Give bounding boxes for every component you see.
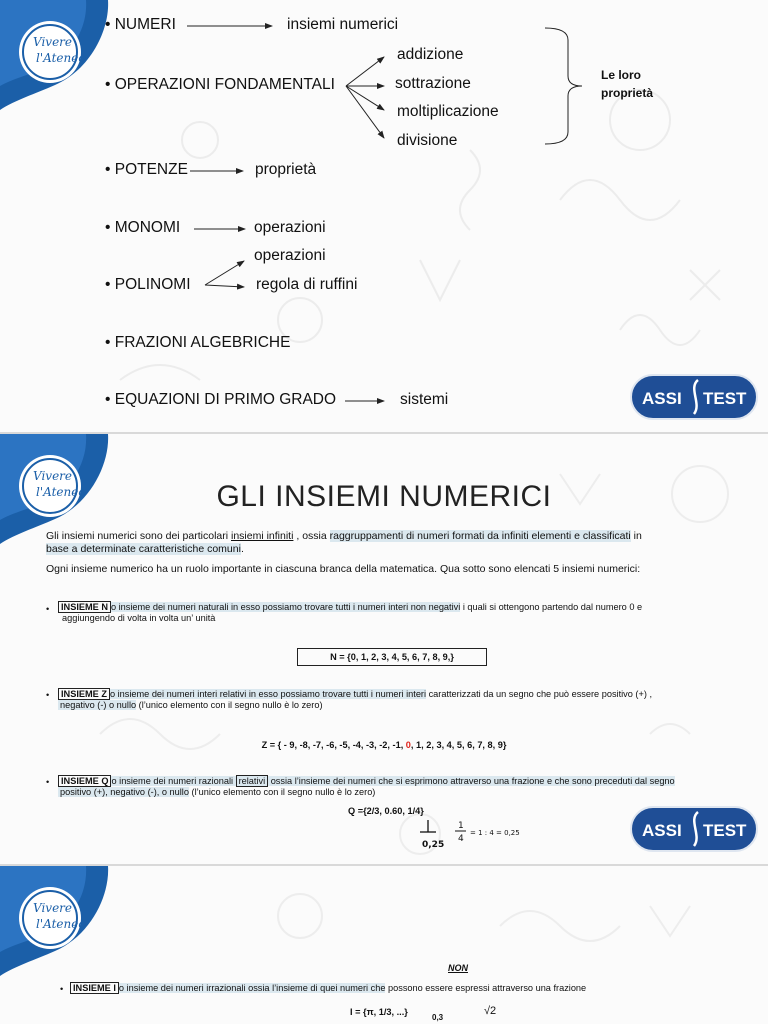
assistest-logo <box>630 374 758 427</box>
bullet: • <box>46 690 50 700</box>
q-highlight: ossia l’insieme dei numeri che si esprimono attraverso una frazione e che sono preceduti dal segno <box>268 776 675 786</box>
intro-highlight: raggruppamenti di numeri formati da infiniti elementi e classificati <box>329 530 631 542</box>
handwritten-note <box>400 814 570 864</box>
z-highlight: negativo (-) o nullo <box>60 700 137 710</box>
item-numeri: • NUMERI <box>105 16 176 33</box>
brace-label-2: proprietà <box>601 86 654 100</box>
q-highlight: o insieme dei numeri razionali <box>111 776 236 786</box>
z-text: (l’unico elemento con il segno nullo è lo zero) <box>136 700 323 710</box>
item-potenze: • POTENZE <box>105 161 188 178</box>
intro-text: . <box>240 543 244 555</box>
polinomi-target-1: operazioni <box>254 247 326 264</box>
slide-1 <box>0 0 768 432</box>
arrow-polinomi-1 <box>205 261 244 285</box>
svg-text:Vivere: Vivere <box>33 901 73 915</box>
arrows-layer <box>0 0 768 432</box>
intro-underlined: insiemi infiniti <box>231 530 294 542</box>
set-z-part: Z = { - 9, -8, -7, -6, -5, -4, -3, -2, -1, <box>261 740 406 750</box>
insieme-n-label: INSIEME N <box>58 601 111 613</box>
svg-text:l'Ateneo: l'Ateneo <box>36 917 86 931</box>
slide-2 <box>0 434 768 864</box>
vivere-ateneo-logo <box>0 866 120 976</box>
bullet: • <box>60 984 64 994</box>
equazioni-target: sistemi <box>400 391 449 408</box>
n-text: aggiungendo di volta in volta un’ unità <box>62 613 216 623</box>
svg-text:1: 1 <box>458 821 464 831</box>
svg-text:Vivere: Vivere <box>33 35 73 49</box>
z-highlight: o insieme dei numeri interi relativi in esso possiamo trovare tutti i numeri interi <box>109 689 427 699</box>
i-highlight: o insieme dei numeri irrazionali ossia l’insieme di quei numeri che <box>118 983 386 993</box>
intro-text: Gli insiemi numerici sono dei particolari <box>46 530 231 542</box>
set-z-part: , 1, 2, 3, 4, 5, 6, 7, 8, 9} <box>410 740 507 750</box>
item-frazioni: • FRAZIONI ALGEBRICHE <box>105 334 291 351</box>
svg-text:TEST: TEST <box>703 389 747 408</box>
slide-3 <box>0 866 768 1024</box>
potenze-target: proprietà <box>255 161 317 178</box>
op-divisione: divisione <box>397 132 458 149</box>
insieme-n-text <box>58 602 748 624</box>
svg-text:l'Ateneo: l'Ateneo <box>36 51 86 65</box>
op-moltiplicazione: moltiplicazione <box>397 103 499 120</box>
insieme-q-label: INSIEME Q <box>58 775 111 787</box>
intro-text: , ossia <box>293 530 330 542</box>
bullet: • <box>46 604 50 614</box>
q-text: (l’unico elemento con il segno nullo è lo zero) <box>188 787 376 797</box>
svg-text:l'Ateneo: l'Ateneo <box>36 485 86 499</box>
q-relativi: relativi <box>236 775 269 787</box>
i-text: possono essere espressi attraverso una frazione <box>385 983 587 993</box>
set-q: Q ={2/3, 0.60, 1/4} <box>348 806 424 816</box>
z-text: caratterizzati da un segno che può essere positivo (+) , <box>426 689 653 699</box>
svg-text:ASSI: ASSI <box>642 389 682 408</box>
set-z-zero: 0 <box>405 740 411 750</box>
item-polinomi: • POLINOMI <box>105 276 191 293</box>
svg-text:0,25: 0,25 <box>422 840 445 850</box>
bullet: • <box>46 777 50 787</box>
insieme-q-text <box>58 776 748 798</box>
item-operazioni: • OPERAZIONI FONDAMENTALI <box>105 76 335 93</box>
item-equazioni: • EQUAZIONI DI PRIMO GRADO <box>105 391 337 408</box>
op-sottrazione: sottrazione <box>395 75 471 92</box>
q-highlight: positivo (+), negativo (-), o nullo <box>60 787 189 797</box>
intro-text: in <box>630 530 642 542</box>
svg-text:= 1 : 4 = 0,25: = 1 : 4 = 0,25 <box>470 829 520 837</box>
handwritten-non: NON <box>448 963 468 973</box>
arrow-addizione <box>346 57 384 86</box>
handwritten-03: 0,3 <box>432 1013 444 1022</box>
svg-text:ASSI: ASSI <box>642 821 682 840</box>
insieme-z-text <box>58 689 748 711</box>
n-text: i quali si ottengono partendo dal numero 0 e <box>460 602 643 612</box>
arrow-polinomi-2 <box>205 285 244 287</box>
handwritten-sqrt: √2 <box>484 1005 497 1017</box>
insieme-i-text <box>70 983 750 994</box>
insieme-i-label: INSIEME I <box>70 982 119 994</box>
right-brace <box>545 28 582 144</box>
set-n: N = {0, 1, 2, 3, 4, 5, 6, 7, 8, 9,} <box>297 648 487 666</box>
intro-paragraph-2: Ogni insieme numerico ha un ruolo importante in ciascuna branca della matematica. Qua sotto sono elencati 5 insiemi numerici: <box>46 563 641 575</box>
svg-text:TEST: TEST <box>703 821 747 840</box>
arrow-moltiplicazione <box>346 86 384 110</box>
set-z <box>0 740 768 751</box>
intro-paragraph <box>46 530 726 556</box>
slide-title: GLI INSIEMI NUMERICI <box>216 480 552 513</box>
op-addizione: addizione <box>397 46 464 63</box>
svg-text:4: 4 <box>458 834 464 844</box>
n-highlight: o insieme dei numeri naturali in esso possiamo trovare tutti i numeri interi non negativi <box>110 602 461 612</box>
item-monomi: • MONOMI <box>105 219 181 236</box>
brace-label-1: Le loro <box>601 68 642 82</box>
monomi-target: operazioni <box>254 219 326 236</box>
svg-text:Vivere: Vivere <box>33 469 73 483</box>
polinomi-target-2: regola di ruffini <box>256 276 358 293</box>
intro-highlight: base a determinate caratteristiche comuni <box>46 543 241 555</box>
arrow-divisione <box>346 86 384 138</box>
insieme-z-label: INSIEME Z <box>58 688 110 700</box>
assistest-logo <box>630 806 758 859</box>
numeri-target: insiemi numerici <box>287 16 399 33</box>
set-i: I = {π, 1/3, ...} <box>350 1007 408 1017</box>
